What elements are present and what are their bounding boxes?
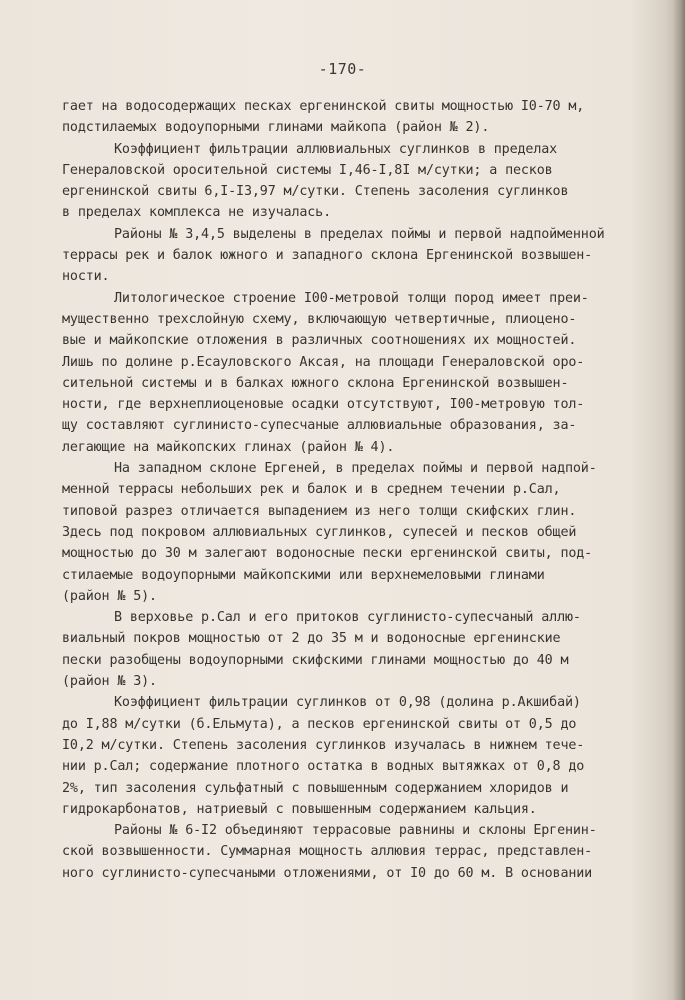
text-line: Здесь под покровом аллювиальных суглинков, супесей и песков общей bbox=[62, 524, 577, 540]
text-line: Коэффициент фильтрации аллювиальных суглинков в пределах bbox=[114, 141, 558, 157]
text-line: Генераловской оросительной системы I,46-I,8I м/сутки; а песков bbox=[62, 162, 553, 178]
paragraph-3 bbox=[62, 224, 676, 288]
text-line: до I,88 м/сутки (б.Ельмута), а песков ергенинской свиты от 0,5 до bbox=[62, 716, 577, 732]
paragraph-2 bbox=[62, 139, 676, 224]
paragraph-1 bbox=[62, 96, 676, 139]
paragraph-7 bbox=[62, 692, 676, 820]
text-line: гидрокарбонатов, натриевый с повышенным содержанием кальция. bbox=[62, 801, 537, 817]
paragraph-8 bbox=[62, 820, 676, 884]
text-line: террасы рек и балок южного и западного склона Ергенинской возвышен- bbox=[62, 248, 593, 264]
text-line: (район № 5). bbox=[62, 588, 157, 604]
text-line: гает на водосодержащих песках ергенинской свиты мощностью I0-70 м, bbox=[62, 99, 585, 114]
text-line: виальный покров мощностью от 2 до 35 м и водоносные ергенинские bbox=[62, 631, 561, 647]
page-number: -170- bbox=[318, 60, 367, 78]
text-line: в пределах комплекса не изучалась. bbox=[62, 205, 332, 221]
text-line: стилаемые водоупорными майкопскими или верхнемеловыми глинами bbox=[62, 567, 545, 583]
text-line: (район № 3). bbox=[62, 674, 157, 690]
paragraph-6 bbox=[62, 607, 676, 692]
text-line: нии р.Сал; содержание плотного остатка в водных вытяжках от 0,8 до bbox=[62, 759, 585, 775]
text-line: Литологическое строение I00-метровой толщи пород имеет преи- bbox=[114, 290, 589, 306]
text-line: Лишь по долине р.Есауловского Аксая, на площади Генераловской оро- bbox=[62, 354, 585, 370]
text-line: легающие на майкопских глинах (район № 4). bbox=[62, 439, 395, 455]
text-line: пески разобщены водоупорными скифскими глинами мощностью до 40 м bbox=[62, 652, 569, 668]
body-text bbox=[62, 96, 676, 884]
text-line: В верховье р.Сал и его притоков суглинисто-супесчаный аллю- bbox=[114, 610, 581, 626]
text-line: мощностью до 30 м залегают водоносные пески ергенинской свиты, под- bbox=[62, 546, 593, 562]
paragraph-4 bbox=[62, 288, 676, 458]
text-line: сительной системы и в балках южного склона Ергенинской возвышен- bbox=[62, 375, 569, 391]
text-line: ности, где верхнеплиоценовые осадки отсутствуют, I00-метровую тол- bbox=[62, 397, 585, 413]
text-line: I0,2 м/сутки. Степень засоления суглинков изучалась в нижнем тече- bbox=[62, 737, 585, 753]
text-line: щу составляют суглинисто-супесчаные аллювиальные образования, за- bbox=[62, 418, 577, 434]
text-line: вые и майкопские отложения в различных соотношениях их мощностей. bbox=[62, 333, 577, 349]
text-line: Районы № 6-I2 объединяют террасовые равнины и склоны Ергенин- bbox=[114, 823, 597, 839]
text-line: На западном склоне Ергеней, в пределах поймы и первой надпой- bbox=[114, 461, 597, 477]
text-line: типовой разрез отличается выпадением из него толщи скифских глин. bbox=[62, 503, 577, 519]
text-line: ности. bbox=[62, 269, 110, 285]
text-line: 2%, тип засоления сульфатный с повышенным содержанием хлоридов и bbox=[62, 780, 569, 796]
text-line: подстилаемых водоупорными глинами майкопа (район № 2). bbox=[62, 120, 490, 136]
text-line: менной террасы небольших рек и балок и в среднем течении р.Сал, bbox=[62, 482, 561, 498]
text-line: Районы № 3,4,5 выделены в пределах поймы и первой надпойменной bbox=[114, 226, 605, 242]
text-line: ного суглинисто-супесчаными отложениями, от I0 до 60 м. В основании bbox=[62, 865, 593, 881]
text-line: ской возвышенности. Суммарная мощность аллювия террас, представлен- bbox=[62, 844, 593, 860]
text-line: ергенинской свиты 6,I-I3,97 м/сутки. Степень засоления суглинков bbox=[62, 184, 569, 200]
paragraph-5 bbox=[62, 458, 676, 607]
text-line: Коэффициент фильтрации суглинков от 0,98 (долина р.Акшибай) bbox=[114, 695, 581, 711]
text-line: мущественно трехслойную схему, включающую четвертичные, плиоцено- bbox=[62, 311, 577, 327]
